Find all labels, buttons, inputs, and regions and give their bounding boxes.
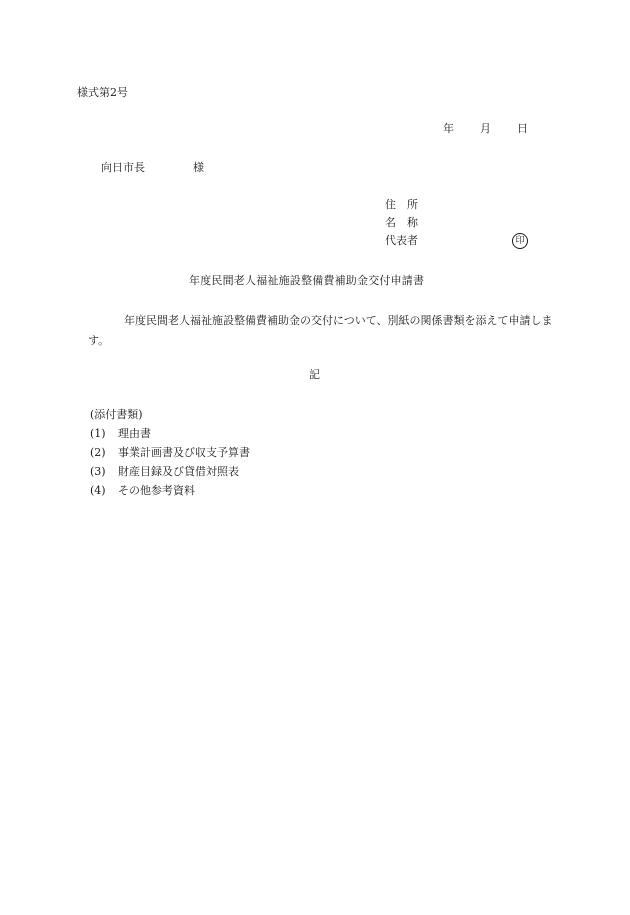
item-text: その他参考資料: [118, 484, 195, 497]
list-item: [90, 443, 250, 462]
item-number: (3): [90, 465, 106, 478]
addressee: [101, 161, 204, 175]
item-number: (1): [90, 427, 106, 440]
item-number: (4): [90, 484, 106, 497]
applicant-name-row: [385, 214, 418, 232]
item-text: 事業計画書及び収支予算書: [118, 446, 250, 459]
list-item: [90, 462, 250, 481]
address-label: 住 所: [385, 198, 418, 211]
date-day: 日: [517, 122, 528, 135]
applicant-representative-row: [385, 232, 418, 250]
list-item: [90, 481, 250, 500]
item-number: (2): [90, 446, 106, 459]
body-paragraph: [88, 311, 558, 351]
addressee-name: 向日市長: [101, 161, 145, 174]
representative-label: 代表者: [385, 234, 418, 247]
form-number: 様式第2号: [77, 86, 128, 99]
document-title: 年度民間老人福祉施設整備費補助金交付申請書: [189, 274, 425, 287]
date-line: [443, 122, 528, 136]
seal-mark: 印: [512, 233, 528, 249]
name-label: 名 称: [385, 216, 418, 229]
date-year: 年: [443, 122, 454, 135]
list-item: [90, 424, 250, 443]
date-month: 月: [480, 122, 491, 135]
body-text: 年度民間老人福祉施設整備費補助金の交付について、別紙の関係書類を添えて申請します。: [88, 314, 553, 347]
applicant-block: [385, 196, 418, 250]
applicant-address-row: [385, 196, 418, 214]
attachments-list: [90, 405, 250, 500]
addressee-honorific: 様: [193, 161, 204, 174]
item-text: 理由書: [118, 427, 151, 440]
attachments-heading: (添付書類): [90, 408, 143, 421]
item-text: 財産目録及び貸借対照表: [118, 465, 239, 478]
ki-heading: 記: [309, 368, 320, 381]
